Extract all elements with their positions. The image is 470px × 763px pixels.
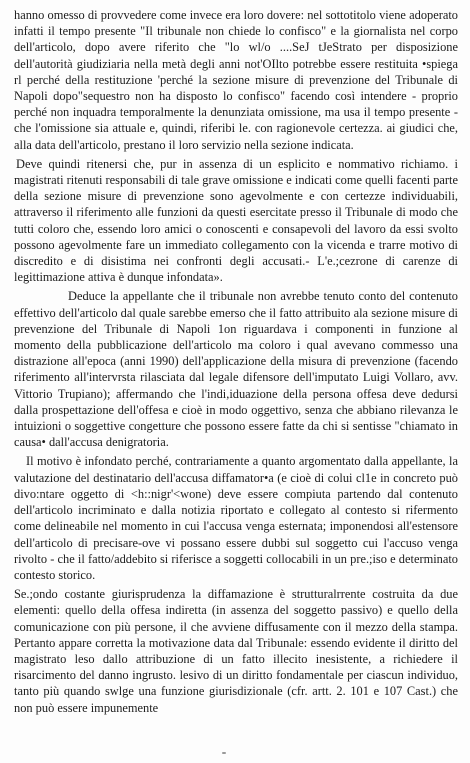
paragraph-2: Deve quindi ritenersi che, pur in assenza di un esplicito e nommativo richiamo. i magistrati ritenuti responsabili di tale grave omissione e indicati come quelli facenti parte della sezione misure di prevenzione sono agevolmente e con certezze individuabili, attraverso il riferimento alle funzioni da questi esercitate presso il Tribunale di modo che tutti coloro che, essendo loro amici o conoscenti e consapevoli del lavoro da essi svolto possono agevolmente fare un immediato collegamento con la vicenda e trarre motivo di discredito e di disistima nei confronti degli accusati.- L'e.;cezrone di carenze di legittimazione attiva è dunque infondata». (14, 156, 458, 285)
document-body (14, 7, 458, 716)
paragraph-1: hanno omesso di provvedere come invece era loro dovere: nel sottotitolo viene adoperato infatti il tempo presente "Il tribunale non chiede lo confisco" e la giornalista nel corpo dell'articolo, dopo avere riferito che "lo wl/o ....SeJ tJeStrato per disposizione dell'autorità giudiziaria nella metà degli anni not'OIlto potrebbe essere restituita •spiega rl perché della restituzione 'perché la sezione misure di prevenzione del Tribunale di Napoli dopo"sequestro non ha disposto lo confisco" facendo così intendere - proprio perché non inquadra temporalmente la denunziata omissione, ma usa il tempo presente - che l'omissione sia attuale e, quindi, riferibi le. con ragionevole certezza. ai giudici che, alla data dell'articolo, prestano il loro servizio nella sezione indicata. (14, 8, 458, 152)
paragraph-3: Deduce la appellante che il tribunale non avrebbe tenuto conto del contenuto effettivo dell'articolo dal quale sarebbe emerso che il fatto attribuito ala sezione misure di prevenzione del Tribunale di Napoli 1on riguardava i componenti in funzione al momento della pubblicazione dell'articolo ma coloro i qual avevano commesso una distrazione all'epoca (anni 1990) dell'applicazione della misura di prevenzione (facendo riferimento all'intervrsta rilasciata dal legale difensore dell'imputato Luigi Vollaro, avv. Vittorio Trupiano); affermando che l'indi,iduazione della persona offesa deve dedursi dalla prospettazione dell'offesa e cioè in modo oggettivo, senza che abbiano rilevanza le intuizioni o soggettive congetture che possono essere fatte da chi si sentisse "chiamato in causa• dall'accusa denigratoria. (14, 289, 458, 450)
paragraph-5: Se.;ondo costante giurisprudenza la diffamazione è strutturalrrente costruita da due elementi: quello della offesa indiretta (in assenza del soggetto passivo) e quello della comunicazione con più persone, il che avviene diffusamente con il mezzo della stampa. Pertanto appare corretta la motivazione data dal Tribunale: essendo evidente il diritto del magistrato leso dallo attribuzione di un fatto illecito inesistente, a richiedere il risarcimento del danno ingrusto. lesivo di un diritto fondamentale per ciascun individuo, tanto più quando swlge una funzione giurisdizionale (cfr. artt. 2. 101 e 107 Cast.) che non può essere impunemente (14, 587, 458, 715)
paragraph-4: Il motivo è infondato perché, contrariamente a quanto argomentato dalla appellante, la valutazione del destinatario dell'accusa diffamator•a (e cioè di colui cl1e in concreto può divo:ntare oggetto di <h::nigr'<wone) deve essere compiuta partendo dal contenuto dell'articolo incriminato e dalla notizia riportato e collegato al contesto si rifermento come delineabile nel momento in cui l'accusa venga esternata; imponendosi all'estensore dell'articolo di precisare-ove vi possano essere dubbi sul soggetto cui l'accuso venga rivolto - che il fatto/addebito si riferisce a soggetti collocabili in un pre.;iso e determinato contesto storico. (14, 454, 458, 582)
scan-artifact (222, 752, 226, 754)
